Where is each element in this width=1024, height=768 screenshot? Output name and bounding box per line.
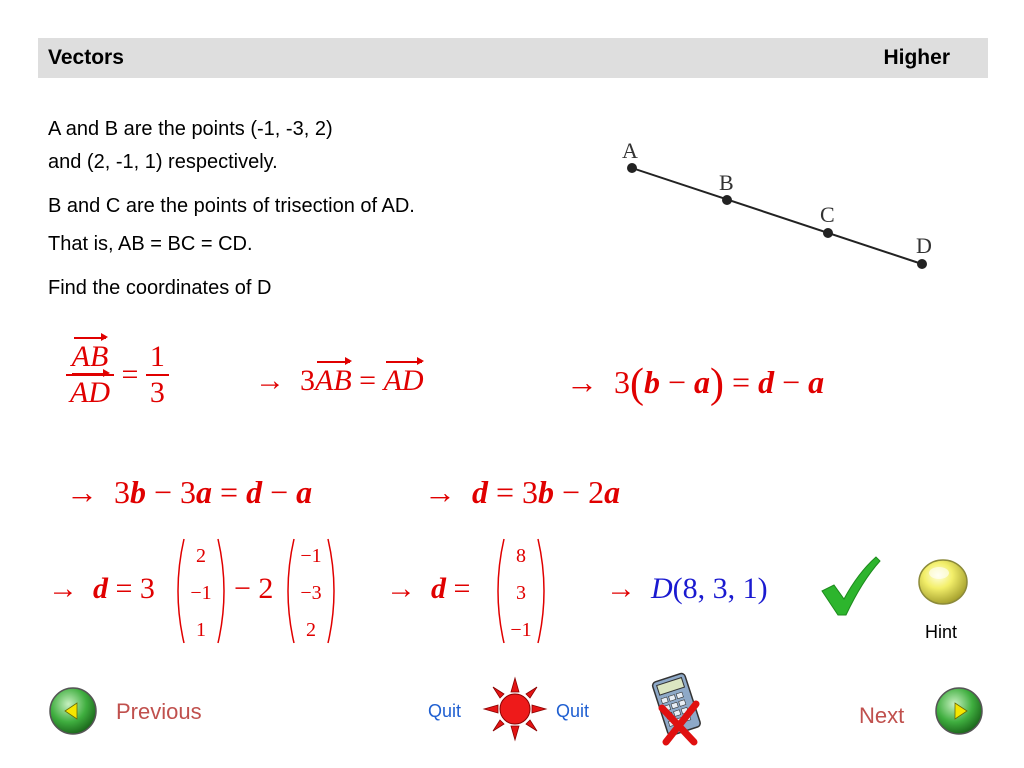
quit-label-left[interactable]: Quit (428, 701, 462, 721)
column-vector-d (490, 535, 552, 647)
answer-coordinates: (8, 3, 1) (672, 572, 768, 605)
vector-ab-2: AB (315, 364, 352, 397)
question-line-4: That is, AB = BC = CD. (48, 233, 253, 255)
quit-sun-button[interactable] (482, 676, 548, 742)
question-line-5: Find the coordinates of D (48, 277, 272, 299)
fraction-numerator: 1 (149, 340, 165, 373)
next-button[interactable] (934, 686, 984, 736)
vec-b-y: −1 (190, 582, 212, 604)
equation-3ab-ad: → 3AB = AD (255, 364, 424, 397)
vec-d-y: 3 (516, 582, 526, 604)
question-line-3: B and C are the points of trisection of AD. (48, 195, 415, 217)
equation-3b-minus-a: → 3(b − a) = d − a (566, 361, 825, 407)
check-icon (818, 555, 882, 617)
point-d (917, 259, 927, 269)
arrow-row3: → d = 3 (48, 572, 155, 605)
coefficient-three: 3 (300, 364, 315, 397)
page-title: Vectors (48, 46, 124, 69)
vector-ad-2: AD (383, 364, 424, 397)
point-b (722, 195, 732, 205)
title-bar (38, 38, 988, 78)
one-third-fraction (146, 340, 169, 410)
column-vector-b (170, 535, 232, 647)
point-c (823, 228, 833, 238)
vec-a-z: 2 (306, 619, 316, 641)
trisection-diagram (600, 130, 960, 280)
label-c: C (820, 202, 835, 227)
vec-b-z: 1 (196, 619, 206, 641)
level-label: Higher (883, 46, 950, 69)
question-line-2: and (2, -1, 1) respectively. (48, 151, 278, 173)
label-a: A (622, 138, 638, 163)
point-a (627, 163, 637, 173)
minus-two: − 2 (234, 572, 274, 605)
hint-label: Hint (925, 622, 958, 642)
quit-label-right[interactable]: Quit (556, 701, 590, 721)
hint-button[interactable] (917, 557, 969, 607)
equation-d-formula: → d = 3b − 2a (424, 474, 621, 510)
previous-label[interactable]: Previous (116, 699, 202, 724)
vec-a-y: −3 (300, 582, 322, 604)
question-line-1: A and B are the points (-1, -3, 2) (48, 118, 333, 140)
arrow-d-equals: → d = (386, 572, 471, 605)
line-ad (632, 168, 922, 264)
final-answer: → D(8, 3, 1) (606, 572, 768, 605)
label-b: B (719, 170, 734, 195)
vec-d-z: −1 (510, 619, 532, 641)
vector-ab: AB (71, 340, 109, 373)
vec-d-x: 8 (516, 545, 526, 567)
answer-point-d: D (651, 572, 673, 605)
vec-a-x: −1 (300, 545, 322, 567)
fraction-denominator: 3 (146, 374, 169, 410)
next-label[interactable]: Next (859, 703, 905, 728)
equation-expand: → 3b − 3a = d − a (66, 474, 313, 510)
vector-ad: AD (70, 376, 110, 409)
column-vector-a (280, 535, 342, 647)
previous-button[interactable] (48, 686, 98, 736)
no-calculator-icon (648, 668, 708, 746)
vec-b-x: 2 (196, 545, 206, 567)
equation-ratio: $\frac{AB}{AD}$ = $\frac{1}{3}$ (66, 340, 169, 410)
vector-ratio-fraction (66, 340, 114, 410)
label-d: D (916, 233, 932, 258)
